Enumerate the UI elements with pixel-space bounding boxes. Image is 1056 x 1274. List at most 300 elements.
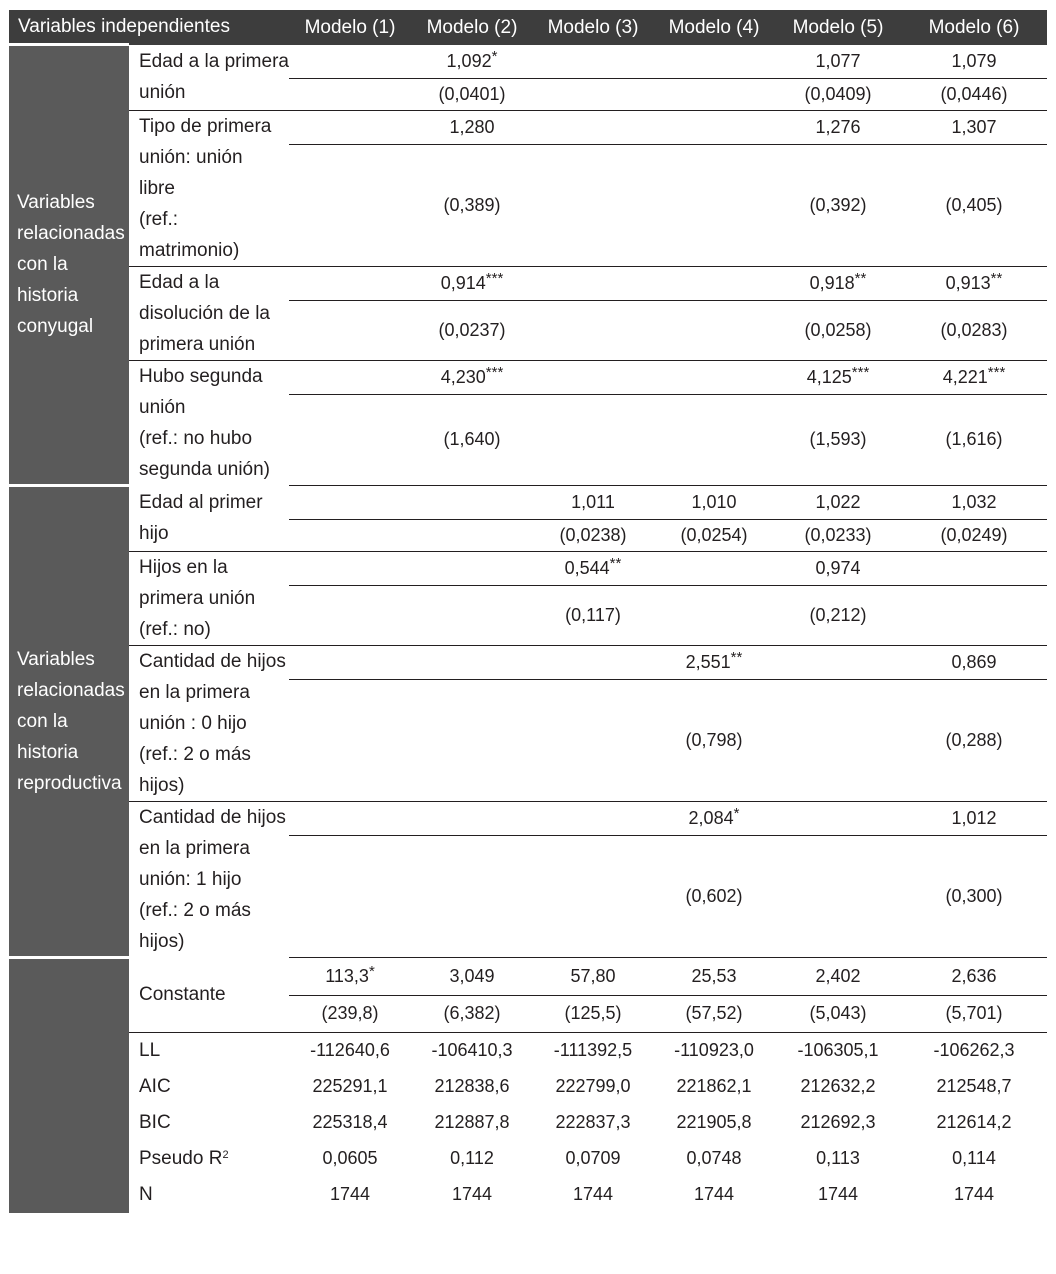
- value: 2,084: [688, 807, 734, 828]
- variable-label: [129, 645, 289, 801]
- value: 1,307: [951, 116, 997, 137]
- value: 0,0748: [686, 1148, 742, 1168]
- label-line: con la: [17, 254, 68, 276]
- value: 0,869: [951, 651, 997, 672]
- header-model-1: Modelo (1): [289, 10, 411, 45]
- stat-cell: [533, 1177, 653, 1213]
- stat-cell: [653, 1105, 775, 1141]
- coef-cell: [289, 360, 411, 394]
- value: (125,5): [564, 1003, 622, 1023]
- value: (0,0283): [940, 319, 1008, 340]
- variable-label: [129, 110, 289, 266]
- value: (57,52): [685, 1003, 743, 1023]
- header-variables: Variables independientes: [9, 10, 289, 45]
- coef-cell: [411, 266, 533, 300]
- se-cell: [533, 394, 653, 485]
- se-cell: [775, 835, 901, 957]
- value: (0,602): [685, 885, 743, 906]
- stat-cell: [901, 1032, 1047, 1069]
- se-cell: [775, 394, 901, 485]
- value: (5,701): [945, 1003, 1003, 1023]
- label-line: matrimonio): [139, 239, 240, 261]
- value: 212632,2: [800, 1076, 876, 1096]
- coef-cell: [533, 957, 653, 995]
- coef-cell: [775, 485, 901, 519]
- value: (0,0237): [438, 319, 506, 340]
- coef-cell: [901, 645, 1047, 679]
- stat-cell: [653, 1177, 775, 1213]
- value: 0,914: [440, 272, 486, 293]
- coef-cell: [775, 266, 901, 300]
- stat-cell: [775, 1141, 901, 1177]
- se-cell: [533, 995, 653, 1032]
- coef-cell: [775, 957, 901, 995]
- value: (0,0238): [559, 524, 627, 545]
- header-model-3: Modelo (3): [533, 10, 653, 45]
- stat-cell: [901, 1069, 1047, 1105]
- stat-row: [9, 1105, 1047, 1141]
- coef-cell: [775, 551, 901, 585]
- stat-cell: [653, 1141, 775, 1177]
- coef-cell: [775, 45, 901, 79]
- coef-cell: [653, 45, 775, 79]
- coef-cell: [653, 360, 775, 394]
- value: 2,402: [815, 965, 861, 986]
- se-cell: [901, 835, 1047, 957]
- value: (0,300): [945, 885, 1003, 906]
- value: 1,092: [446, 50, 492, 71]
- significance-stars: *: [733, 804, 740, 822]
- value: 1,022: [815, 491, 861, 512]
- se-cell: [901, 995, 1047, 1032]
- stat-cell: [533, 1141, 653, 1177]
- stat-cell: [901, 1141, 1047, 1177]
- value: 1,011: [571, 491, 615, 512]
- label-line: segunda unión): [139, 458, 270, 480]
- significance-stars: *: [491, 47, 498, 65]
- stat-cell: [289, 1141, 411, 1177]
- variable-label: [129, 360, 289, 485]
- label-line: Edad al primer: [139, 491, 263, 513]
- value: (0,0446): [940, 83, 1008, 104]
- stat-cell: [411, 1177, 533, 1213]
- stat-label-text: AIC: [139, 1076, 171, 1097]
- stat-cell: [775, 1177, 901, 1213]
- coef-cell: [653, 957, 775, 995]
- group-label: [9, 485, 129, 957]
- value: (0,0401): [438, 83, 506, 104]
- label-line: (ref.: 2 o más: [139, 743, 251, 765]
- label-line: hijos): [139, 774, 185, 796]
- table-body: [9, 45, 1047, 1213]
- coef-row: [9, 110, 1047, 144]
- se-cell: [901, 519, 1047, 551]
- value: 225318,4: [312, 1112, 388, 1132]
- stat-label: [129, 1032, 289, 1069]
- se-cell: [775, 585, 901, 645]
- value: 0,112: [450, 1148, 494, 1168]
- value: -111392,5: [553, 1040, 633, 1060]
- se-cell: [775, 995, 901, 1032]
- se-cell: [901, 300, 1047, 360]
- coef-cell: [533, 45, 653, 79]
- se-cell: [775, 300, 901, 360]
- coef-cell: [901, 957, 1047, 995]
- stat-cell: [289, 1069, 411, 1105]
- value: -110923,0: [674, 1040, 754, 1060]
- coef-cell: [901, 110, 1047, 144]
- label-line: Hubo segunda: [139, 365, 263, 387]
- se-cell: [411, 995, 533, 1032]
- value: 1,012: [951, 807, 997, 828]
- se-cell: [289, 78, 411, 110]
- value: (0,392): [809, 194, 867, 215]
- coef-cell: [775, 360, 901, 394]
- se-cell: [289, 585, 411, 645]
- stat-cell: [775, 1069, 901, 1105]
- label-line: unión: [139, 82, 186, 103]
- value: (0,212): [809, 604, 867, 625]
- value: 212692,3: [800, 1112, 876, 1132]
- value: 1,280: [449, 116, 495, 137]
- coef-cell: [533, 645, 653, 679]
- value: (0,0233): [804, 524, 872, 545]
- variable-label: [129, 485, 289, 551]
- label-line: Variables: [17, 192, 95, 214]
- coef-cell: [411, 485, 533, 519]
- value: (0,389): [443, 194, 501, 215]
- value: (5,043): [809, 1003, 867, 1023]
- coef-cell: [653, 801, 775, 835]
- label-line: Tipo de primera: [139, 115, 272, 137]
- stat-label-text: N: [139, 1184, 153, 1205]
- coef-cell: [901, 360, 1047, 394]
- header-model-6: Modelo (6): [901, 10, 1047, 45]
- se-cell: [411, 835, 533, 957]
- stat-cell: [775, 1032, 901, 1069]
- coef-cell: [901, 266, 1047, 300]
- stat-label: [129, 1177, 289, 1213]
- variable-label: [129, 551, 289, 645]
- label-line: hijo: [139, 522, 169, 544]
- label-line: (ref.:: [139, 208, 179, 230]
- coef-cell: [411, 801, 533, 835]
- stat-label: [129, 1141, 289, 1177]
- se-cell: [653, 78, 775, 110]
- label-line: relacionadas: [17, 679, 125, 701]
- value: 4,125: [806, 366, 852, 387]
- superscript: 2: [222, 1149, 229, 1161]
- significance-stars: **: [854, 269, 867, 287]
- stat-cell: [411, 1032, 533, 1069]
- value: (0,405): [945, 194, 1003, 215]
- value: 1744: [451, 1184, 493, 1204]
- label-line: Edad a la: [139, 271, 220, 293]
- coef-cell: [533, 360, 653, 394]
- significance-stars: ***: [851, 363, 870, 381]
- value: 221905,8: [676, 1112, 752, 1132]
- value: 4,230: [440, 366, 486, 387]
- coef-cell: [289, 110, 411, 144]
- label-line: conyugal: [17, 316, 94, 338]
- se-cell: [775, 144, 901, 266]
- se-cell: [653, 835, 775, 957]
- header-model-4: Modelo (4): [653, 10, 775, 45]
- value: (0,798): [685, 729, 743, 750]
- stat-cell: [533, 1032, 653, 1069]
- se-cell: [289, 394, 411, 485]
- value: 0,918: [809, 272, 855, 293]
- label-line: disolución de la: [139, 302, 270, 324]
- coef-cell: [289, 485, 411, 519]
- se-cell: [533, 679, 653, 801]
- stat-cell: [901, 1105, 1047, 1141]
- stat-cell: [533, 1069, 653, 1105]
- value: 222837,3: [555, 1112, 631, 1132]
- value: 1744: [572, 1184, 614, 1204]
- label-line: unión: [139, 396, 186, 418]
- stat-label: [129, 1105, 289, 1141]
- coef-cell: [775, 645, 901, 679]
- stat-cell: [411, 1105, 533, 1141]
- regression-table: [9, 10, 1047, 1213]
- se-cell: [411, 585, 533, 645]
- label-line: en la primera: [139, 837, 250, 859]
- value: 0,113: [816, 1148, 860, 1168]
- constant-label: Constante: [129, 957, 289, 1032]
- label-line: primera unión: [139, 587, 256, 609]
- label-line: hijos): [139, 930, 185, 952]
- value: 0,0605: [322, 1148, 378, 1168]
- stat-cell: [653, 1069, 775, 1105]
- stat-cell: [289, 1177, 411, 1213]
- coef-cell: [533, 551, 653, 585]
- se-cell: [653, 394, 775, 485]
- se-cell: [775, 679, 901, 801]
- label-line: (ref.: 2 o más: [139, 899, 251, 921]
- value: 212614,2: [936, 1112, 1012, 1132]
- se-cell: [653, 995, 775, 1032]
- coef-cell: [653, 266, 775, 300]
- stat-label-text: LL: [139, 1040, 161, 1061]
- significance-stars: *: [368, 962, 375, 980]
- coef-cell: [901, 45, 1047, 79]
- significance-stars: ***: [485, 269, 504, 287]
- value: (0,0249): [940, 524, 1008, 545]
- stat-cell: [901, 1177, 1047, 1213]
- value: (1,593): [809, 429, 867, 449]
- coef-cell: [411, 957, 533, 995]
- label-line: (ref.: no): [139, 618, 211, 640]
- label-line: unión : 0 hijo: [139, 712, 247, 734]
- se-cell: [533, 835, 653, 957]
- stat-cell: [775, 1105, 901, 1141]
- se-cell: [289, 144, 411, 266]
- coef-row: [9, 485, 1047, 519]
- value: 1744: [817, 1184, 859, 1204]
- se-cell: [289, 835, 411, 957]
- se-cell: [533, 144, 653, 266]
- value: 212838,6: [434, 1076, 510, 1096]
- header-model-5: Modelo (5): [775, 10, 901, 45]
- value: 57,80: [570, 965, 616, 986]
- value: 0,544: [564, 557, 610, 578]
- variable-label: [129, 45, 289, 111]
- value: 221862,1: [676, 1076, 752, 1096]
- se-cell: [411, 394, 533, 485]
- se-cell: [533, 300, 653, 360]
- header-row: [9, 10, 1047, 45]
- value: (0,0254): [680, 524, 748, 545]
- value: 0,974: [815, 557, 861, 578]
- label-line: historia: [17, 285, 79, 307]
- value: 225291,1: [312, 1076, 388, 1096]
- se-cell: [533, 78, 653, 110]
- value: (0,117): [565, 604, 621, 625]
- se-cell: [653, 679, 775, 801]
- coef-cell: [533, 110, 653, 144]
- value: (1,640): [443, 429, 501, 449]
- value: 1,079: [951, 50, 997, 71]
- stat-row: [9, 1177, 1047, 1213]
- variable-label: [129, 801, 289, 957]
- significance-stars: **: [990, 269, 1003, 287]
- coef-cell: [653, 551, 775, 585]
- coef-cell: [533, 801, 653, 835]
- coef-cell: [653, 110, 775, 144]
- value: 212887,8: [434, 1112, 510, 1132]
- group-label-empty: [9, 957, 129, 1213]
- coef-row: [9, 551, 1047, 585]
- value: -112640,6: [310, 1040, 390, 1060]
- value: 1,032: [951, 491, 997, 512]
- coef-cell: [411, 110, 533, 144]
- label-line: historia: [17, 741, 79, 763]
- value: (6,382): [443, 1003, 501, 1023]
- label-line: Cantidad de hijos: [139, 806, 286, 828]
- value: -106305,1: [797, 1040, 879, 1060]
- value: 2,636: [951, 965, 997, 986]
- se-cell: [775, 78, 901, 110]
- coef-row: [9, 45, 1047, 79]
- coef-row: [9, 645, 1047, 679]
- stat-row: [9, 1069, 1047, 1105]
- se-cell: [289, 519, 411, 551]
- coef-cell: [289, 957, 411, 995]
- value: 0,0709: [565, 1148, 621, 1168]
- value: 222799,0: [555, 1076, 631, 1096]
- se-cell: [411, 519, 533, 551]
- se-cell: [533, 585, 653, 645]
- coef-cell: [653, 485, 775, 519]
- coef-cell: [289, 266, 411, 300]
- label-line: unión: unión: [139, 146, 243, 168]
- se-cell: [775, 519, 901, 551]
- significance-stars: ***: [485, 363, 504, 381]
- coef-cell: [901, 551, 1047, 585]
- value: 1,077: [815, 50, 861, 71]
- coef-cell: [411, 645, 533, 679]
- label-line: primera unión: [139, 333, 256, 355]
- coef-cell: [775, 801, 901, 835]
- label-line: Variables: [17, 648, 95, 670]
- value: (1,616): [945, 429, 1003, 449]
- coef-cell: [289, 801, 411, 835]
- coef-cell: [533, 485, 653, 519]
- se-cell: [653, 300, 775, 360]
- constant-coef-row: [9, 957, 1047, 995]
- se-cell: [411, 144, 533, 266]
- se-cell: [289, 995, 411, 1032]
- se-cell: [289, 679, 411, 801]
- coef-cell: [653, 645, 775, 679]
- coef-row: [9, 266, 1047, 300]
- coef-cell: [411, 360, 533, 394]
- value: 212548,7: [936, 1076, 1012, 1096]
- stat-cell: [289, 1032, 411, 1069]
- se-cell: [901, 679, 1047, 801]
- se-cell: [901, 585, 1047, 645]
- coef-row: [9, 360, 1047, 394]
- value: 4,221: [942, 366, 988, 387]
- value: 1744: [329, 1184, 371, 1204]
- significance-stars: **: [609, 554, 622, 572]
- coef-cell: [411, 45, 533, 79]
- value: 25,53: [691, 965, 737, 986]
- se-cell: [411, 300, 533, 360]
- se-cell: [653, 585, 775, 645]
- stat-cell: [533, 1105, 653, 1141]
- se-cell: [411, 78, 533, 110]
- header-model-2: Modelo (2): [411, 10, 533, 45]
- stat-row: [9, 1141, 1047, 1177]
- value: 1744: [953, 1184, 995, 1204]
- label-line: Cantidad de hijos: [139, 650, 286, 672]
- label-line: libre: [139, 177, 175, 199]
- stat-cell: [653, 1032, 775, 1069]
- label-line: unión: 1 hijo: [139, 868, 242, 890]
- stat-label-text: BIC: [139, 1112, 171, 1133]
- significance-stars: ***: [987, 363, 1006, 381]
- significance-stars: **: [730, 648, 743, 666]
- stat-cell: [411, 1141, 533, 1177]
- stat-label: [129, 1069, 289, 1105]
- value: 113,3: [325, 965, 369, 986]
- stat-label-text: Pseudo R: [139, 1148, 223, 1169]
- value: -106262,3: [933, 1040, 1015, 1060]
- value: 2,551: [685, 651, 731, 672]
- value: 3,049: [449, 965, 495, 986]
- label-line: (ref.: no hubo: [139, 427, 253, 449]
- value: (239,8): [321, 1003, 379, 1023]
- value: 0,114: [952, 1148, 996, 1168]
- label-line: Hijos en la: [139, 556, 228, 578]
- label-line: con la: [17, 710, 68, 732]
- se-cell: [653, 144, 775, 266]
- coef-cell: [901, 801, 1047, 835]
- value: (0,0409): [804, 83, 872, 104]
- label-line: reproductiva: [17, 772, 122, 794]
- value: (0,0258): [804, 319, 872, 340]
- coef-cell: [289, 551, 411, 585]
- value: 1,010: [691, 491, 737, 512]
- se-cell: [901, 144, 1047, 266]
- value: 1744: [693, 1184, 735, 1204]
- label-line: Edad a la primera: [139, 51, 289, 72]
- value: (0,288): [945, 729, 1003, 750]
- label-line: relacionadas: [17, 223, 125, 245]
- coef-cell: [289, 645, 411, 679]
